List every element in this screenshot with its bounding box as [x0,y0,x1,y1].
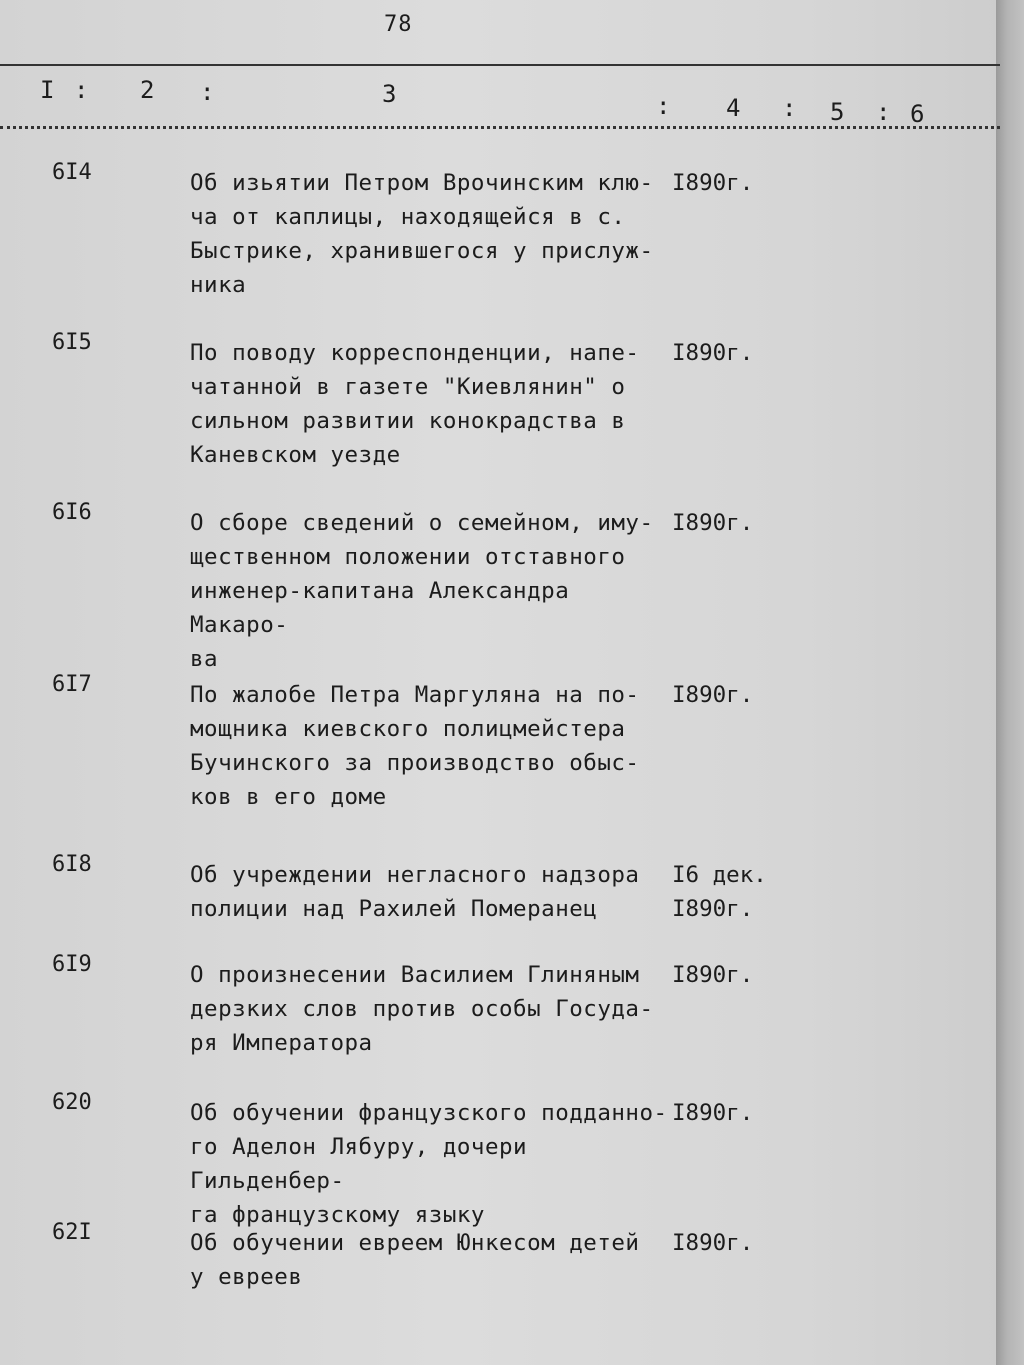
entry-date: I890г. [672,1230,754,1256]
entry-description: Об обучении евреем Юнкесом детей у евреев [190,1230,640,1290]
entry-description: Об изьятии Петром Врочинским клю- ча от каплицы, находящейся в с. Быстрике, хранившегося у прислуж- ника [190,170,654,298]
entry-number: 6I6 [52,500,92,525]
column-separator: : [200,78,215,106]
entry-date: I890г. [672,962,754,988]
entry-number: 62I [52,1220,92,1245]
column-number-1: I [40,76,55,104]
entry-date: I890г. [672,510,754,536]
entry-date: I890г. [672,682,754,708]
entry-description: О произнесении Василием Глиняным дерзких слов против особы Госуда- ря Императора [190,962,654,1056]
column-separator: : [656,92,671,120]
entry-description: По поводу корреспонденции, напе- чатанной в газете "Киевлянин" о сильном развитии конокрадства в Каневском уезде [190,340,640,468]
entry-description: Об обучении французского подданно- го Аделон Лябуру, дочери Гильденбер- га французскому языку [190,1100,668,1228]
entry-date: I890г. [672,170,754,196]
entry-date: I6 дек. I890г. [672,862,767,922]
entry-date: I890г. [672,1100,754,1126]
entry-description: О сборе сведений о семейном, иму- щественном положении отставного инженер-капитана Александра Макаро- ва [190,510,654,672]
column-number-5: 5 [830,98,845,126]
entry-description: По жалобе Петра Маргуляна на по- мощника киевского полицмейстера Бучинского за производство обыс- ков в его доме [190,682,640,810]
column-separator: : [782,94,797,122]
column-number-4: 4 [726,94,741,122]
column-separator: : [74,76,89,104]
entry-number: 6I5 [52,330,92,355]
header-rule-top [0,64,1000,66]
column-number-3: 3 [382,80,397,108]
page-edge [996,0,1024,1365]
entry-number: 620 [52,1090,92,1115]
entry-date: I890г. [672,340,754,366]
entry-number: 6I9 [52,952,92,977]
entry-number: 6I4 [52,160,92,185]
column-number-6: 6 [910,100,925,128]
entry-number: 6I8 [52,852,92,877]
page-number: 78 [384,12,413,37]
column-separator: : [876,98,891,126]
column-number-2: 2 [140,76,155,104]
entry-description: Об учреждении негласного надзора полиции над Рахилей Померанец [190,862,640,922]
header-rule-bottom [0,126,1000,129]
entry-number: 6I7 [52,672,92,697]
